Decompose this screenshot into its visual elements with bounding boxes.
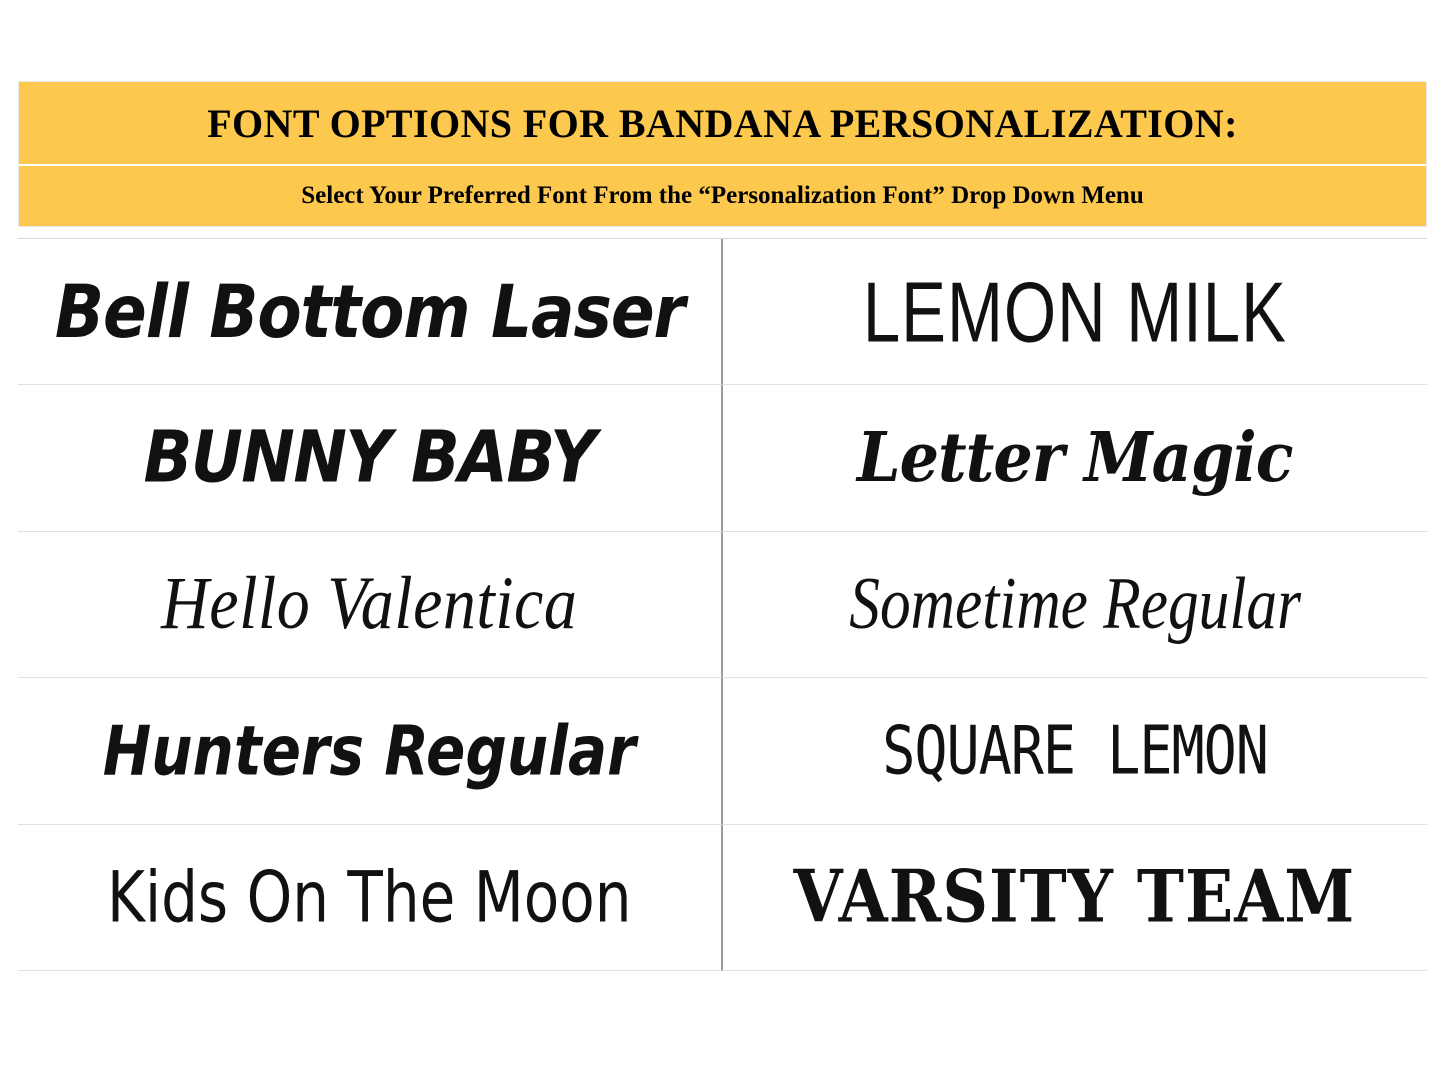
font-sample-cell[interactable] [723, 239, 1428, 385]
font-sample-cell[interactable] [18, 385, 723, 531]
font-sample-grid [18, 238, 1427, 971]
font-sample-cell[interactable] [723, 678, 1428, 824]
header-banner [18, 81, 1427, 227]
font-sample-label: VARSITY TEAM [793, 854, 1356, 940]
font-sample-cell[interactable] [723, 385, 1428, 531]
page-subtitle: Select Your Preferred Font From the “Personalization Font” Drop Down Menu [301, 182, 1144, 209]
font-sample-label: Hunters Regular [102, 710, 636, 792]
font-sample-cell[interactable] [18, 678, 723, 824]
font-sample-label: Kids On The Moon [106, 855, 632, 939]
font-sample-cell[interactable] [18, 532, 723, 678]
font-sample-label: Bell Bottom Laser [54, 268, 684, 355]
font-sample-cell[interactable] [18, 825, 723, 971]
page-title: FONT OPTIONS FOR BANDANA PERSONALIZATION: [207, 101, 1238, 146]
font-sample-label: BUNNY BABY [143, 416, 595, 500]
font-sample-cell[interactable] [723, 532, 1428, 678]
font-sample-cell[interactable] [18, 239, 723, 385]
font-sample-cell[interactable] [723, 825, 1428, 971]
font-sample-label: LEMON MILK [862, 264, 1287, 360]
font-sample-label: Letter Magic [857, 417, 1293, 498]
font-sample-label: Sometime Regular [848, 563, 1301, 646]
font-sample-label: SQUARE LEMON [881, 711, 1268, 790]
font-sample-label: Hello Valentica [161, 562, 578, 646]
